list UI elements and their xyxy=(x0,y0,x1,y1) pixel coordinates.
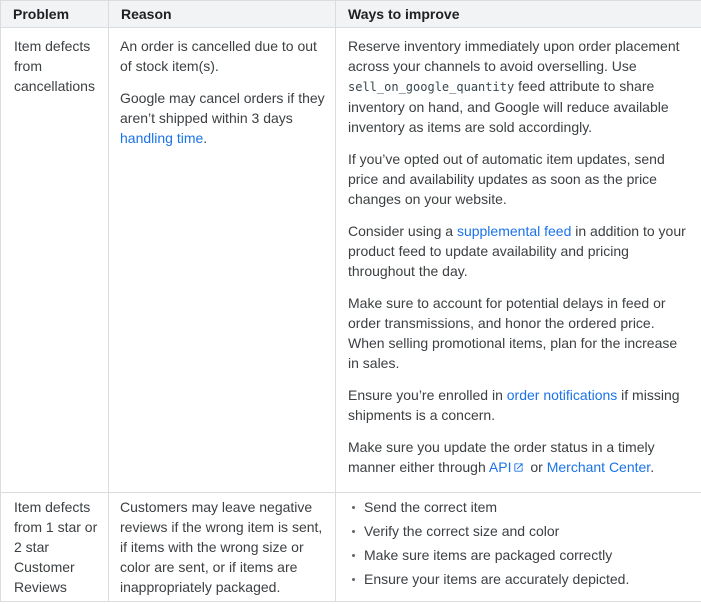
improve-paragraph: Make sure to account for potential delays in feed or order transmissions, and honor the ordered price. When selling promotional items, plan for the increase in sales. xyxy=(348,295,678,371)
header-reason: Reason xyxy=(109,1,336,28)
reason-paragraph: An order is cancelled due to out of stock item(s). xyxy=(120,38,317,74)
improve-text: feed attribute to share inventory on hand, and Google will reduce available inventory as items are sold accordingly. xyxy=(348,78,669,135)
improve-text: Ensure you’re enrolled in xyxy=(348,387,503,403)
order-notifications-link[interactable]: order notifications xyxy=(506,387,618,403)
api-link-label: API xyxy=(488,459,512,475)
improve-text: Make sure you update the order status in a timely manner either through xyxy=(348,439,655,475)
improve-text: or xyxy=(530,459,543,475)
improve-list xyxy=(348,497,689,589)
problem-cell: Item defects from cancellations xyxy=(1,28,109,493)
list-item: Send the correct item xyxy=(348,497,689,517)
improve-paragraph xyxy=(348,437,689,477)
problem-cell: Item defects from 1 star or 2 star Customer Reviews xyxy=(1,493,109,602)
list-item: Verify the correct size and color xyxy=(348,521,689,541)
header-ways-to-improve: Ways to improve xyxy=(336,1,701,28)
table-row xyxy=(1,493,701,602)
improve-text: in addition to your product feed to update availability and pricing throughout the day. xyxy=(348,223,686,279)
improve-paragraph xyxy=(348,221,689,281)
header-row xyxy=(1,1,701,28)
list-item: Make sure items are packaged correctly xyxy=(348,545,689,565)
reason-cell: Customers may leave negative reviews if the wrong item is sent, if items with the wrong size or color are sent, or if items are inappropriately packaged. xyxy=(109,493,336,602)
header-problem: Problem xyxy=(1,1,109,28)
external-link-icon xyxy=(513,462,524,473)
api-link[interactable] xyxy=(489,459,527,475)
list-item: Ensure your items are accurately depicted. xyxy=(348,569,689,589)
improve-paragraph xyxy=(348,385,689,425)
improve-cell xyxy=(336,493,701,602)
merchant-center-link[interactable]: Merchant Center xyxy=(546,459,651,475)
improve-paragraph: If you’ve opted out of automatic item updates, send price and availability updates as soon as the price changes on your website. xyxy=(348,151,665,207)
improve-text: Consider using a xyxy=(348,223,454,239)
improve-cell xyxy=(336,28,701,493)
reason-cell xyxy=(109,28,336,493)
improve-text: Reserve inventory immediately upon order placement across your channels to avoid overselling. Use xyxy=(348,38,680,74)
reason-text: Google may cancel orders if they aren’t shipped within 3 days xyxy=(120,90,325,126)
table-row xyxy=(1,28,701,493)
reason-text: . xyxy=(203,130,208,146)
handling-time-link[interactable]: handling time xyxy=(120,130,204,146)
improve-paragraph xyxy=(348,36,689,137)
reason-paragraph xyxy=(120,88,327,148)
improve-text: . xyxy=(650,459,655,475)
supplemental-feed-link[interactable]: supplemental feed xyxy=(456,223,572,239)
improve-text: if missing shipments is a concern. xyxy=(348,387,680,423)
feed-attribute-code: sell_on_google_quantity xyxy=(348,80,515,94)
